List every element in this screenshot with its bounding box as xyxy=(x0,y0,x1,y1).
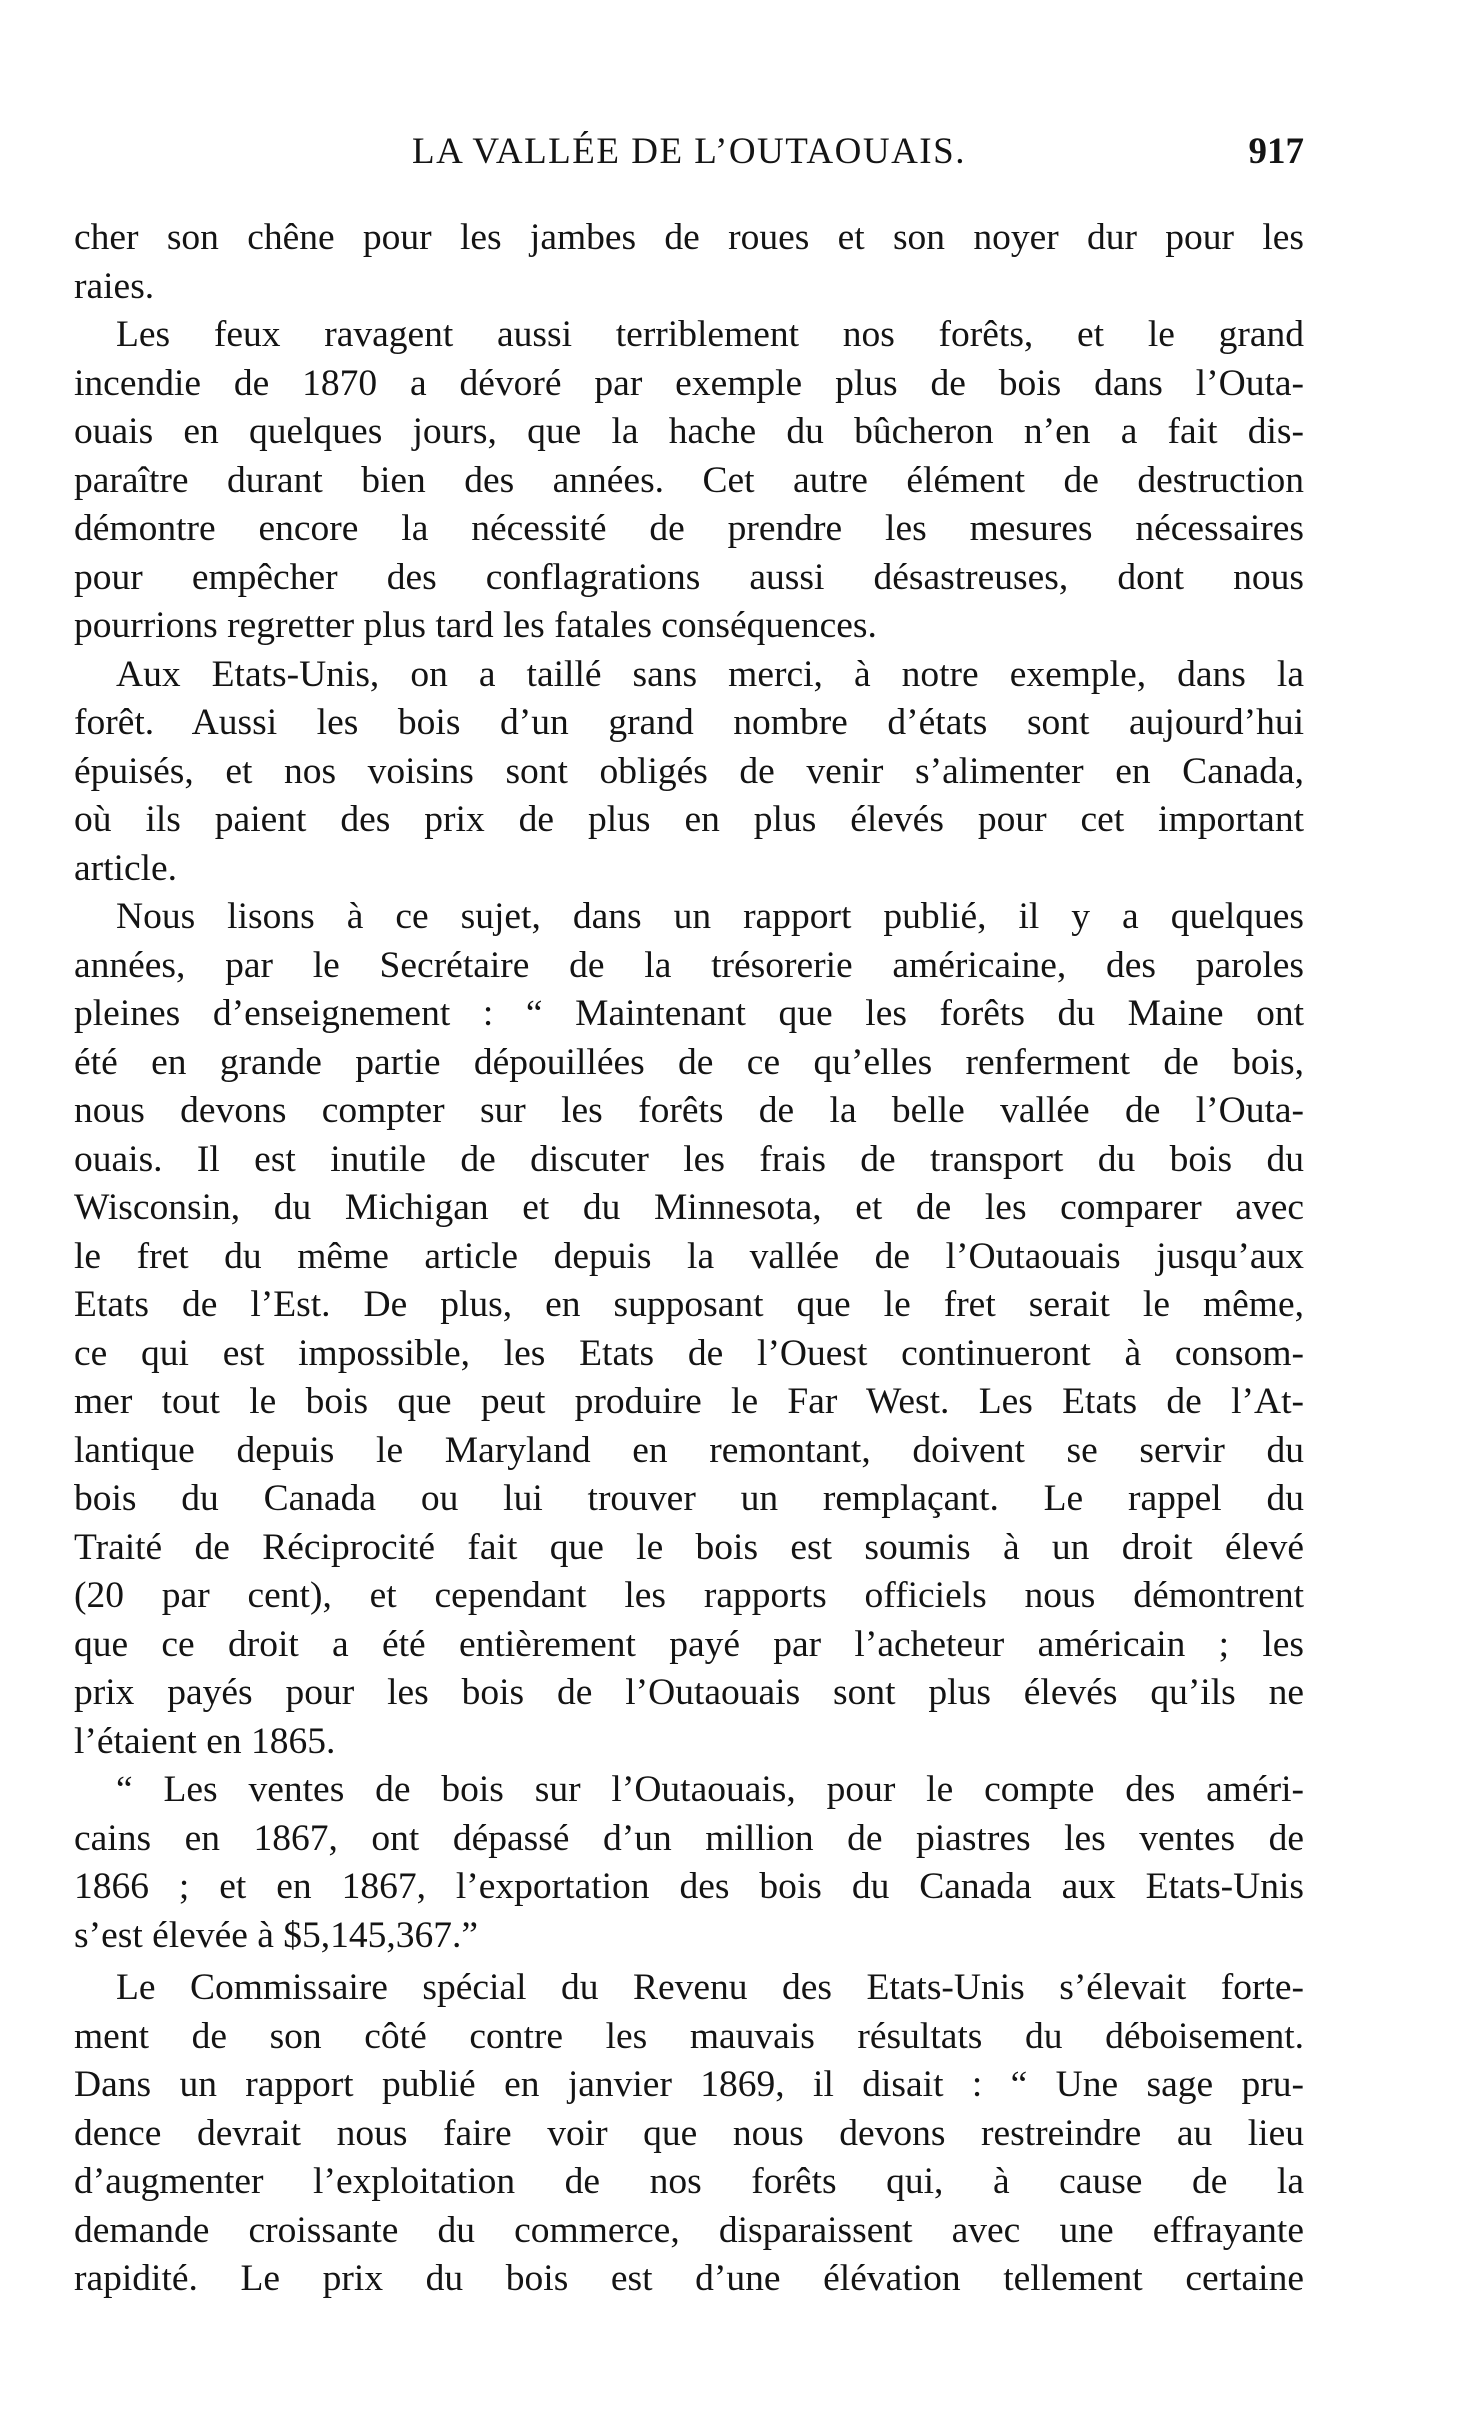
text-line: Etats de l’Est. De plus, en supposant que le fret serait le même, xyxy=(74,1284,1304,1325)
text-line: cains en 1867, ont dépassé d’un million de piastres les ventes de xyxy=(74,1817,1304,1859)
body-text xyxy=(74,214,1304,2304)
text-line: cher son chêne pour les jambes de roues et son noyer dur pour les xyxy=(74,217,1304,258)
text-line: rapidité. Le prix du bois est d’une élévation tellement certaine xyxy=(74,2258,1304,2299)
running-title: LA VALLÉE DE L’OUTAOUAIS. xyxy=(412,131,966,172)
text-line: été en grande partie dépouillées de ce qu’elles renferment de bois, xyxy=(74,1041,1304,1083)
page-number: 917 xyxy=(1248,131,1304,172)
text-line: mer tout le bois que peut produire le Far West. Les Etats de l’At- xyxy=(74,1381,1304,1422)
text-line: nous devons compter sur les forêts de la belle vallée de l’Outa- xyxy=(74,1090,1304,1131)
text-line: (20 par cent), et cependant les rapports officiels nous démontrent xyxy=(74,1575,1304,1616)
text-line: ce qui est impossible, les Etats de l’Ouest continueront à consom- xyxy=(74,1332,1304,1374)
paragraph-start-line: Le Commissaire spécial du Revenu des Etats-Unis s’élevait forte- xyxy=(116,1967,1304,2008)
paragraph-start-line: Nous lisons à ce sujet, dans un rapport publié, il y a quelques xyxy=(116,896,1304,937)
paragraph-start-line: Les feux ravagent aussi terriblement nos forêts, et le grand xyxy=(116,314,1304,355)
text-line: bois du Canada ou lui trouver un remplaçant. Le rappel du xyxy=(74,1478,1304,1519)
text-line: démontre encore la nécessité de prendre les mesures nécessaires xyxy=(74,508,1304,549)
text-line: raies. xyxy=(74,265,155,307)
text-line: pourrions regretter plus tard les fatales conséquences. xyxy=(74,605,877,646)
text-line: pleines d’enseignement : “ Maintenant que les forêts du Maine ont xyxy=(74,993,1304,1034)
text-line: le fret du même article depuis la vallée de l’Outaouais jusqu’aux xyxy=(74,1235,1304,1277)
text-line: s’est élevée à $5,145,367.” xyxy=(74,1914,479,1956)
text-line: 1866 ; et en 1867, l’exportation des bois du Canada aux Etats-Unis xyxy=(74,1866,1304,1907)
text-line: ment de son côté contre les mauvais résultats du déboisement. xyxy=(74,2015,1304,2057)
paragraph-start-line: Aux Etats-Unis, on a taillé sans merci, à notre exemple, dans la xyxy=(116,653,1304,695)
text-line: pour empêcher des conflagrations aussi désastreuses, dont nous xyxy=(74,556,1304,598)
text-line: lantique depuis le Maryland en remontant, doivent se servir du xyxy=(74,1429,1304,1471)
text-line: où ils paient des prix de plus en plus élevés pour cet important xyxy=(74,799,1304,840)
text-line: article. xyxy=(74,847,178,889)
text-line: paraître durant bien des années. Cet autre élément de destruction xyxy=(74,459,1304,501)
text-line: forêt. Aussi les bois d’un grand nombre d’états sont aujourd’hui xyxy=(74,702,1304,743)
running-head xyxy=(74,128,1304,176)
text-line: Dans un rapport publié en janvier 1869, il disait : “ Une sage pru- xyxy=(74,2064,1304,2105)
text-line: ouais. Il est inutile de discuter les frais de transport du bois du xyxy=(74,1138,1304,1180)
text-line: ouais en quelques jours, que la hache du bûcheron n’en a fait dis- xyxy=(74,411,1304,452)
text-line: épuisés, et nos voisins sont obligés de venir s’alimenter en Canada, xyxy=(74,750,1304,792)
text-line: d’augmenter l’exploitation de nos forêts qui, à cause de la xyxy=(74,2161,1304,2202)
text-line: demande croissante du commerce, disparaissent avec une effrayante xyxy=(74,2209,1304,2251)
text-line: l’étaient en 1865. xyxy=(74,1720,336,1762)
paragraph-start-line: “ Les ventes de bois sur l’Outaouais, pour le compte des améri- xyxy=(116,1769,1304,1810)
text-line: dence devrait nous faire voir que nous devons restreindre au lieu xyxy=(74,2112,1304,2154)
text-line: années, par le Secrétaire de la trésorerie américaine, des paroles xyxy=(74,944,1304,986)
text-line: prix payés pour les bois de l’Outaouais sont plus élevés qu’ils ne xyxy=(74,1672,1304,1713)
text-line: que ce droit a été entièrement payé par l’acheteur américain ; les xyxy=(74,1623,1304,1665)
text-line: Traité de Réciprocité fait que le bois est soumis à un droit élevé xyxy=(74,1526,1304,1568)
text-line: incendie de 1870 a dévoré par exemple plus de bois dans l’Outa- xyxy=(74,362,1304,404)
text-line: Wisconsin, du Michigan et du Minnesota, et de les comparer avec xyxy=(74,1187,1304,1228)
